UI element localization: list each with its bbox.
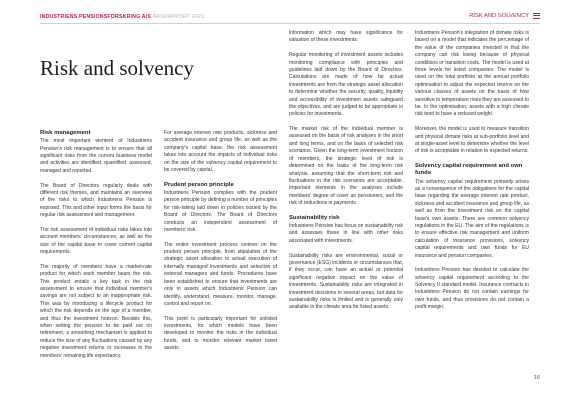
- page-title: Risk and solvency: [40, 56, 194, 80]
- paragraph: Sustainability risks are environmental, social or governance (ESG) incidents or circumstances that, if they occur, can have an actual or potential significant negative impact on the value of investments. Sustainability risks are integrated in investment decisions in several areas, but data for sustainability risks is limited and is generally only available in the climate area for listed assets.: [289, 252, 403, 311]
- paragraph: Moreover, the model is used to measure transition and physical climate risks at sub-portfolio level and at single-asset level to determine whether the level of risk is acceptable in relation to expected returns.: [415, 126, 529, 155]
- page-header: [0, 0, 566, 26]
- hamburger-menu-icon[interactable]: [533, 12, 540, 19]
- text-column-4: [415, 30, 529, 319]
- paragraph: Industriens Pension's integration of climate risks is based on a model that indicates the percentage of the value of the companies invested in that the company can risk losing because of physical conditions or transition costs. The model is used at three levels for listed companies: The model is used on the total portfolio at the annual portfolio optimisation to adjust the expected returns on the various classes of assets on the basis of how sensitive to temperature rises they are assessed to be. In the optimisation, assets with a high climate risk tend to have a reduced weight.: [415, 30, 529, 118]
- paragraph: The majority of members have a market-rate product for which each member bears the risk. This product entails a key task in the risk assessment to ensure that individual member's savings are not subject to an inappropriate risk. This was by introducing a lifecycle product for which the risk depends on the age of a member, and thus the investment horizon. Besides this, when setting the pension to be paid out on retirement, a smoothing mechanism is applied to reduce the size of any fluctuations caused by any negative investment returns or increases in the members' remaining life expectancy.: [40, 263, 152, 359]
- paragraph: Industriens Pension has focus on sustainability risk and assesses these in line with other risks associated with investments.: [289, 223, 403, 244]
- text-column-1: [40, 130, 152, 367]
- header-publication: [40, 14, 204, 20]
- heading-solvency-capital: Solvency capital requirement and own funds: [415, 163, 523, 177]
- paragraph: The solvency capital requirement primarily arises as a consequence of the obligations for the capital base regarding the average interest rate product, sickness and accident insurance and group life, as well as from the investment risk on the capital base's own assets. There are common solvency regulations in the EU. The aim of the regulations is to ensure effective risk management and uniform calculation of insurance provisions, solvency capital requirements and own funds for EU insurance and pension companies.: [415, 178, 529, 259]
- paragraph: This point is particularly important for unlisted investments, for which models have been developed to monitor the risks in the individual funds, and to monitor relevant market listed assets.: [164, 315, 277, 352]
- header-divider: [40, 23, 540, 24]
- header-org-name: INDUSTRIENS PENSIONSFORSKRING A/S: [40, 14, 152, 20]
- paragraph: Industriens Pension has decided to calculate the solvency capital requirement according to the Solvency II standard model. Insurance contracts in Industriens Pension do not contain earnings for own funds, and thus provisions do not contain a profit margin.: [415, 267, 529, 311]
- page-number: 16: [533, 375, 540, 381]
- paragraph: information which may have significance for valuation of these investments.: [289, 30, 403, 44]
- paragraph: The risk assessment of individual risks takes into account members' circumstances, as well as the size of the capital base to cover current capital requirements.: [40, 226, 152, 256]
- paragraph: Regular monitoring of investment assets includes monitoring compliance with principles and guidelines laid down by the Board of Directors. Calculations are made of how far actual investments are from the strategic asset allocation to determine whether the security, quality, liquidity and accessibility of investment assets safeguard the objectives, and are judged to be appropriate in policies for investments.: [289, 52, 403, 118]
- header-section-label: RISK AND SOLVENCY: [469, 13, 529, 19]
- paragraph: The market risk of the individual member is assessed on the basis of risk analyses in the short and long terms, and on the basis of selected risk scenarios. Given the long-term investment horizon of members, the strategic level of risk is determined on the basis of the long-term risk analysis, assuming that the short-term risk and fluctuations in the risk scenarios are acceptable. Important elements in the analyses include members' degree of cover as pensioners, and the risk of reductions in payments.: [289, 126, 403, 207]
- heading-sustainability-risk: Sustainability risk: [289, 214, 340, 221]
- paragraph: The entire investment process centres on the prudent person principle, from stipulation of the strategic asset allocation to actual execution of internally managed investments and selection of external managers and funds. Procedures have been established to ensure that investments are only in assets which Industriens Pension can identify, understand, measure, monitor, manage, control and report on.: [164, 241, 277, 307]
- paragraph: The Board of Directors regularly deals with different risk themes, and maintains an overview of the risks to which Industriens Pension is exposed. This and other input forms the basis for regular risk assessment and management.: [40, 182, 152, 219]
- text-column-2: [164, 130, 277, 360]
- paragraph: Industriens Pension complies with the prudent person principle by defining a number of principles for risk-taking laid down in policies issued by the Board of Directors. The Board of Directors conducts an independent assessment of members' risk.: [164, 189, 277, 233]
- header-year-label: ÅRSRAPPORT 2023: [152, 14, 205, 20]
- paragraph: The most important element of Industriens Pension's risk management is to ensure that all significant risks from the current business model and activities are identified, quantified, assessed, managed and reported.: [40, 138, 152, 174]
- paragraph: For average interest rate products, sickness and accident insurance and group life, as well as the company's capital base, the risk assessment takes into account the impacts of individual risks on the size of the solvency capital requirement to be covered by capital.: [164, 130, 277, 174]
- heading-risk-management: Risk management: [40, 130, 91, 136]
- heading-prudent-person: Prudent person principle: [164, 181, 234, 188]
- text-column-3: [289, 30, 403, 319]
